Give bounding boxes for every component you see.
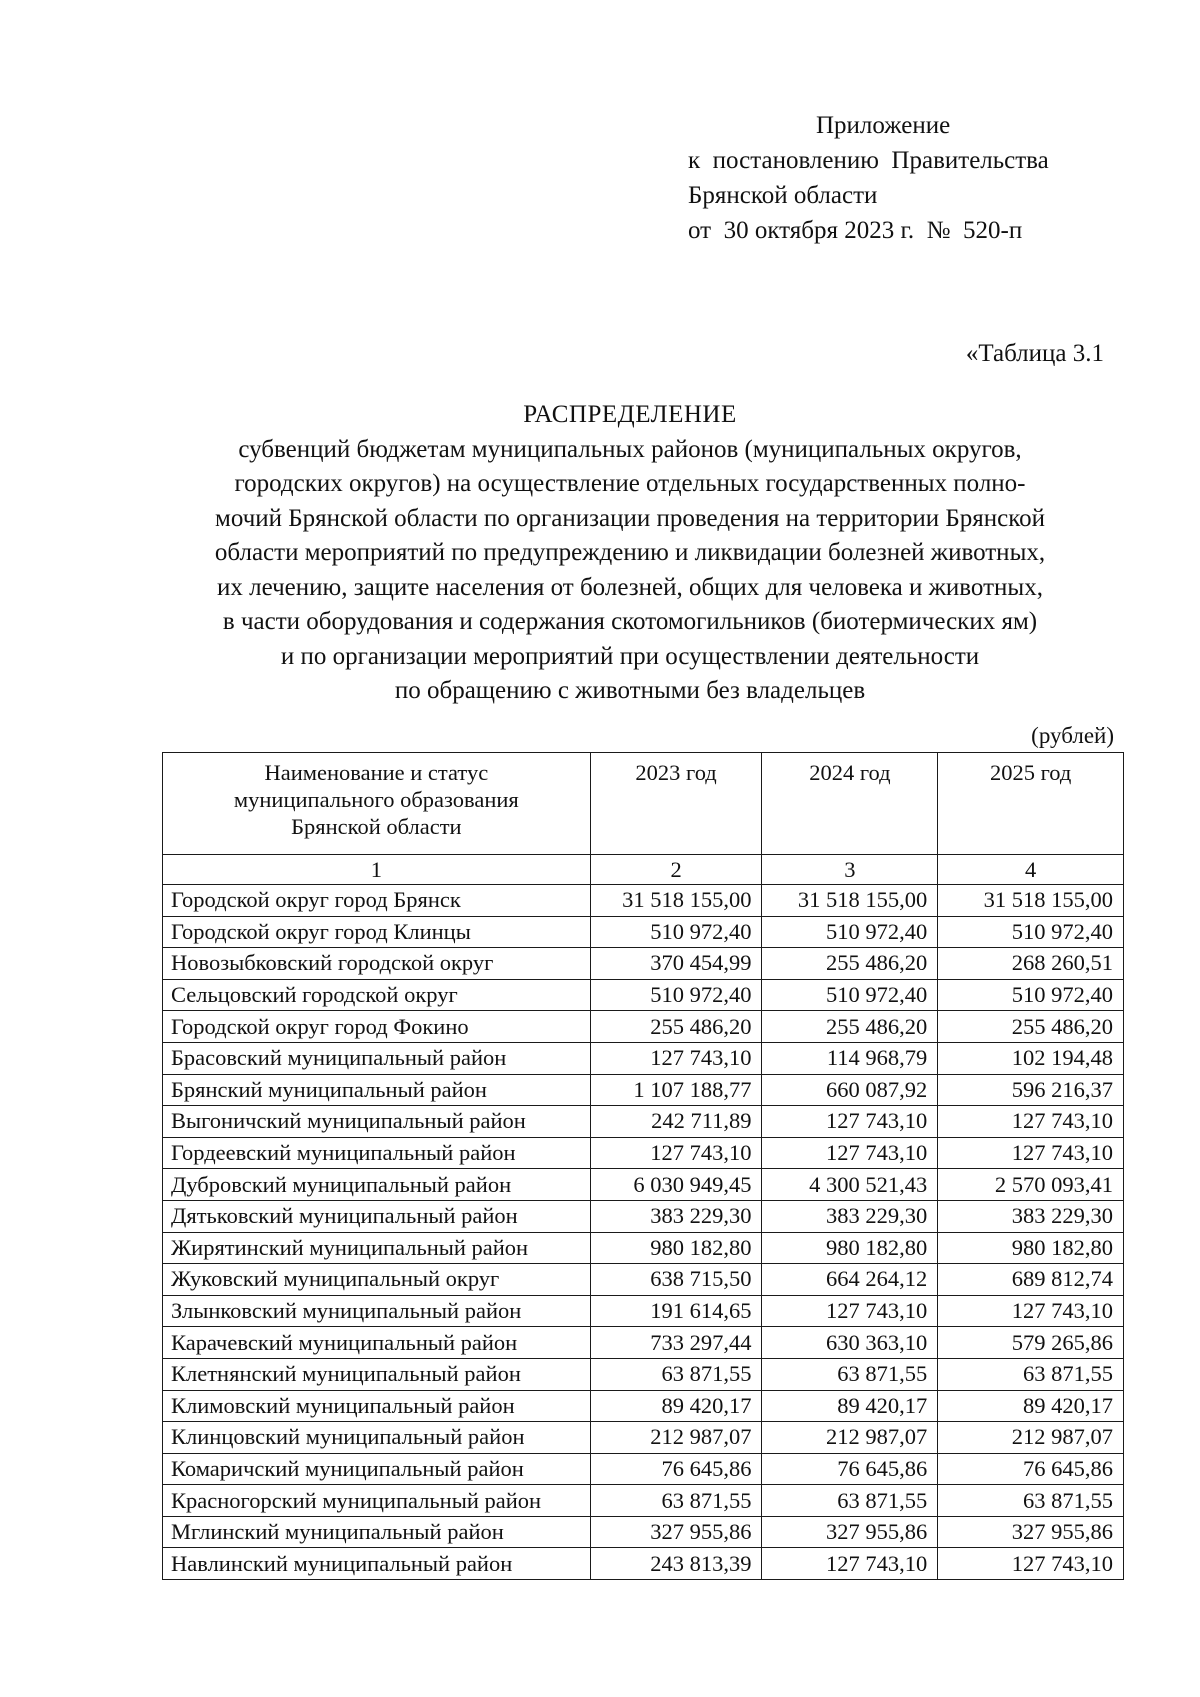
value-2023: 242 711,89 <box>590 1106 762 1138</box>
table-row <box>163 1232 1124 1264</box>
subvention-table <box>162 752 1124 1580</box>
appendix-region-line: Брянской области <box>688 182 878 209</box>
value-2024: 114 968,79 <box>762 1042 938 1074</box>
appendix-header <box>688 108 1049 248</box>
value-2024: 630 363,10 <box>762 1327 938 1359</box>
header-name-line: Наименование и статус <box>264 760 489 785</box>
table-row <box>163 1106 1124 1138</box>
table-row <box>163 1327 1124 1359</box>
header-name-line: муниципального образования <box>233 787 519 812</box>
value-2023: 63 871,55 <box>590 1485 762 1517</box>
value-2025: 596 216,37 <box>938 1074 1124 1106</box>
table-row <box>163 1390 1124 1422</box>
table-row <box>163 1137 1124 1169</box>
value-2023: 980 182,80 <box>590 1232 762 1264</box>
column-number: 2 <box>590 855 762 885</box>
table-row <box>163 948 1124 980</box>
header-2025: 2025 год <box>938 753 1124 855</box>
value-2025: 383 229,30 <box>938 1200 1124 1232</box>
value-2025: 127 743,10 <box>938 1137 1124 1169</box>
value-2025: 127 743,10 <box>938 1106 1124 1138</box>
table-row <box>163 1516 1124 1548</box>
title-line: субвенций бюджетам муниципальных районов (муниципальных округов, <box>238 435 1022 463</box>
table-row <box>163 1453 1124 1485</box>
value-2023: 191 614,65 <box>590 1295 762 1327</box>
column-number: 4 <box>938 855 1124 885</box>
header-name <box>163 753 591 855</box>
row-name: Сельцовский городской округ <box>163 979 591 1011</box>
value-2023: 733 297,44 <box>590 1327 762 1359</box>
title-line: в части оборудования и содержания скотомогильников (биотермических ям) <box>222 608 1038 635</box>
value-2025: 268 260,51 <box>938 948 1124 980</box>
row-name: Городской округ город Фокино <box>163 1011 591 1043</box>
row-name: Навлинский муниципальный район <box>163 1548 591 1580</box>
row-name: Мглинский муниципальный район <box>163 1516 591 1548</box>
header-2024: 2024 год <box>762 753 938 855</box>
table-row <box>163 1295 1124 1327</box>
value-2024: 63 871,55 <box>762 1358 938 1390</box>
row-name: Климовский муниципальный район <box>163 1390 591 1422</box>
value-2024: 660 087,92 <box>762 1074 938 1106</box>
value-2023: 243 813,39 <box>590 1548 762 1580</box>
header-name-line: Брянской области <box>291 814 462 839</box>
value-2023: 127 743,10 <box>590 1042 762 1074</box>
value-2024: 4 300 521,43 <box>762 1169 938 1201</box>
row-name: Новозыбковский городской округ <box>163 948 591 980</box>
table-row <box>163 1169 1124 1201</box>
table-row <box>163 1422 1124 1454</box>
row-name: Комаричский муниципальный район <box>163 1453 591 1485</box>
value-2024: 510 972,40 <box>762 979 938 1011</box>
table-row <box>163 1200 1124 1232</box>
value-2023: 212 987,07 <box>590 1422 762 1454</box>
value-2023: 370 454,99 <box>590 948 762 980</box>
value-2024: 63 871,55 <box>762 1485 938 1517</box>
value-2024: 127 743,10 <box>762 1548 938 1580</box>
row-name: Дубровский муниципальный район <box>163 1169 591 1201</box>
value-2025: 76 645,86 <box>938 1453 1124 1485</box>
value-2024: 255 486,20 <box>762 948 938 980</box>
value-2025: 327 955,86 <box>938 1516 1124 1548</box>
value-2025: 63 871,55 <box>938 1485 1124 1517</box>
value-2025: 31 518 155,00 <box>938 885 1124 917</box>
row-name: Городской округ город Клинцы <box>163 916 591 948</box>
row-name: Гордеевский муниципальный район <box>163 1137 591 1169</box>
value-2024: 127 743,10 <box>762 1106 938 1138</box>
value-2024: 383 229,30 <box>762 1200 938 1232</box>
appendix-date-number: от 30 октября 2023 г. № 520-п <box>688 217 1023 244</box>
document-title <box>140 398 1120 709</box>
value-2023: 327 955,86 <box>590 1516 762 1548</box>
row-name: Злынковский муниципальный район <box>163 1295 591 1327</box>
row-name: Клетнянский муниципальный район <box>163 1358 591 1390</box>
row-name: Брасовский муниципальный район <box>163 1042 591 1074</box>
value-2024: 327 955,86 <box>762 1516 938 1548</box>
value-2023: 6 030 949,45 <box>590 1169 762 1201</box>
column-number: 3 <box>762 855 938 885</box>
value-2023: 1 107 188,77 <box>590 1074 762 1106</box>
table-row <box>163 885 1124 917</box>
row-name: Красногорский муниципальный район <box>163 1485 591 1517</box>
value-2024: 664 264,12 <box>762 1264 938 1296</box>
title-line: области мероприятий по предупреждению и ликвидации болезней животных, <box>214 539 1046 566</box>
row-name: Выгоничский муниципальный район <box>163 1106 591 1138</box>
title-heading: РАСПРЕДЕЛЕНИЕ <box>523 401 737 428</box>
value-2024: 255 486,20 <box>762 1011 938 1043</box>
column-number: 1 <box>163 855 591 885</box>
value-2025: 510 972,40 <box>938 979 1124 1011</box>
table-row <box>163 1011 1124 1043</box>
table-row <box>163 1264 1124 1296</box>
value-2024: 980 182,80 <box>762 1232 938 1264</box>
row-name: Жирятинский муниципальный район <box>163 1232 591 1264</box>
value-2023: 383 229,30 <box>590 1200 762 1232</box>
value-2023: 76 645,86 <box>590 1453 762 1485</box>
value-2025: 89 420,17 <box>938 1390 1124 1422</box>
table-row <box>163 979 1124 1011</box>
appendix-title: Приложение <box>816 112 951 139</box>
value-2024: 89 420,17 <box>762 1390 938 1422</box>
title-line: их лечению, защите населения от болезней, общих для человека и животных, <box>217 573 1043 601</box>
value-2023: 510 972,40 <box>590 916 762 948</box>
value-2024: 31 518 155,00 <box>762 885 938 917</box>
value-2023: 638 715,50 <box>590 1264 762 1296</box>
value-2023: 255 486,20 <box>590 1011 762 1043</box>
table-row <box>163 1485 1124 1517</box>
value-2024: 127 743,10 <box>762 1295 938 1327</box>
value-2025: 255 486,20 <box>938 1011 1124 1043</box>
value-2025: 127 743,10 <box>938 1295 1124 1327</box>
value-2025: 510 972,40 <box>938 916 1124 948</box>
header-2023: 2023 год <box>590 753 762 855</box>
appendix-decree-line: к постановлению Правительства <box>688 147 1049 174</box>
value-2023: 31 518 155,00 <box>590 885 762 917</box>
value-2023: 127 743,10 <box>590 1137 762 1169</box>
table-row <box>163 1358 1124 1390</box>
value-2024: 212 987,07 <box>762 1422 938 1454</box>
column-number-row <box>163 855 1124 885</box>
title-line: городских округов) на осуществление отдельных государственных полно- <box>234 470 1026 497</box>
value-2025: 689 812,74 <box>938 1264 1124 1296</box>
row-name: Дятьковский муниципальный район <box>163 1200 591 1232</box>
row-name: Брянский муниципальный район <box>163 1074 591 1106</box>
table-reference: «Таблица 3.1 <box>965 340 1104 367</box>
value-2025: 127 743,10 <box>938 1548 1124 1580</box>
value-2024: 510 972,40 <box>762 916 938 948</box>
value-2023: 89 420,17 <box>590 1390 762 1422</box>
value-2025: 102 194,48 <box>938 1042 1124 1074</box>
table-row <box>163 1042 1124 1074</box>
value-2024: 127 743,10 <box>762 1137 938 1169</box>
row-name: Клинцовский муниципальный район <box>163 1422 591 1454</box>
value-2023: 510 972,40 <box>590 979 762 1011</box>
value-2025: 579 265,86 <box>938 1327 1124 1359</box>
value-2023: 63 871,55 <box>590 1358 762 1390</box>
title-line: по обращению с животными без владельцев <box>394 677 866 704</box>
value-2024: 76 645,86 <box>762 1453 938 1485</box>
title-line: и по организации мероприятий при осуществлении деятельности <box>280 642 980 670</box>
row-name: Жуковский муниципальный округ <box>163 1264 591 1296</box>
row-name: Карачевский муниципальный район <box>163 1327 591 1359</box>
title-line: мочий Брянской области по организации проведения на территории Брянской <box>215 504 1045 532</box>
table-row <box>163 1548 1124 1580</box>
value-2025: 2 570 093,41 <box>938 1169 1124 1201</box>
table-header-row <box>163 753 1124 855</box>
value-2025: 63 871,55 <box>938 1358 1124 1390</box>
value-2025: 980 182,80 <box>938 1232 1124 1264</box>
row-name: Городской округ город Брянск <box>163 885 591 917</box>
value-2025: 212 987,07 <box>938 1422 1124 1454</box>
table-row <box>163 1074 1124 1106</box>
table-row <box>163 916 1124 948</box>
units-label: (рублей) <box>1031 723 1114 748</box>
